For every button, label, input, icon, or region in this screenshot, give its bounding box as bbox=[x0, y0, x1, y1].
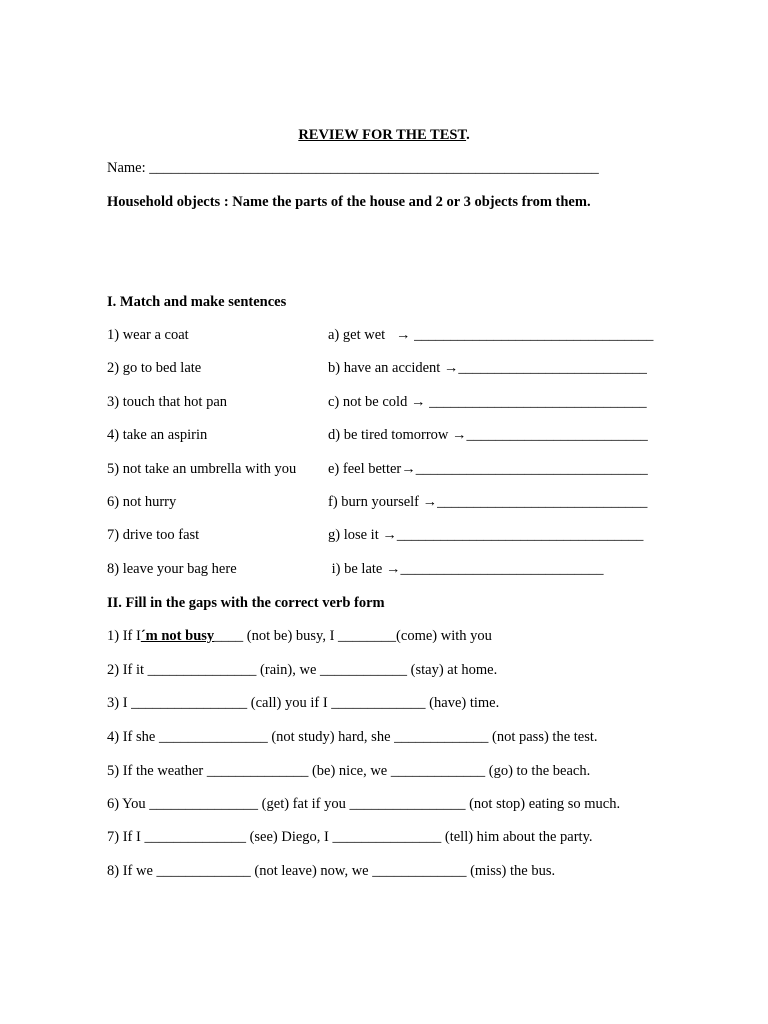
match-right-item: i) be late →____________________________ bbox=[328, 561, 604, 577]
fill-gap-item: 6) You _______________ (get) fat if you ________________ (not stop) eating so much. bbox=[107, 796, 621, 812]
match-left-item: 1) wear a coat bbox=[107, 327, 189, 343]
match-right-item: b) have an accident →__________________________ bbox=[328, 360, 647, 376]
name-line: Name: ______________________________________________________________ bbox=[107, 160, 599, 176]
fill-gap-item: 5) If the weather ______________ (be) nice, we _____________ (go) to the beach. bbox=[107, 763, 591, 779]
page-title bbox=[0, 126, 768, 144]
match-left-item: 3) touch that hot pan bbox=[107, 394, 228, 410]
fill-gap-suffix: ____ (not be) busy, I ________(come) with you bbox=[214, 628, 492, 644]
match-left-item: 4) take an aspirin bbox=[107, 427, 208, 443]
match-left-item: 5) not take an umbrella with you bbox=[107, 461, 297, 477]
fill-gap-item: 8) If we _____________ (not leave) now, we _____________ (miss) the bus. bbox=[107, 863, 556, 879]
fill-gap-item bbox=[107, 627, 492, 645]
match-right-item: g) lose it →__________________________________ bbox=[328, 527, 644, 543]
fill-gap-prefix: 1) If I bbox=[107, 628, 141, 644]
match-right-item: a) get wet → _________________________________ bbox=[328, 327, 654, 343]
fill-gap-item: 2) If it _______________ (rain), we ____________ (stay) at home. bbox=[107, 662, 498, 678]
fill-gap-item: 7) If I ______________ (see) Diego, I _______________ (tell) him about the party. bbox=[107, 829, 593, 845]
section1-heading: I. Match and make sentences bbox=[107, 294, 287, 310]
match-right-item: c) not be cold → ______________________________ bbox=[328, 394, 647, 410]
title-text: REVIEW FOR THE TEST bbox=[298, 127, 467, 143]
match-right-item: d) be tired tomorrow →_________________________ bbox=[328, 427, 648, 443]
match-left-item: 2) go to bed late bbox=[107, 360, 202, 376]
match-left-item: 6) not hurry bbox=[107, 494, 177, 510]
fill-gap-item: 3) I ________________ (call) you if I _____________ (have) time. bbox=[107, 695, 500, 711]
match-right-item: f) burn yourself →_____________________________ bbox=[328, 494, 648, 510]
match-left-item: 8) leave your bag here bbox=[107, 561, 237, 577]
section2-heading: II. Fill in the gaps with the correct verb form bbox=[107, 595, 385, 611]
example-answer: ´m not busy bbox=[140, 628, 215, 644]
household-instruction: Household objects : Name the parts of the house and 2 or 3 objects from them. bbox=[107, 194, 591, 210]
title-suffix: . bbox=[466, 127, 470, 143]
match-left-item: 7) drive too fast bbox=[107, 527, 200, 543]
match-right-item: e) feel better→________________________________ bbox=[328, 461, 648, 477]
fill-gap-item: 4) If she _______________ (not study) hard, she _____________ (not pass) the test. bbox=[107, 729, 598, 745]
